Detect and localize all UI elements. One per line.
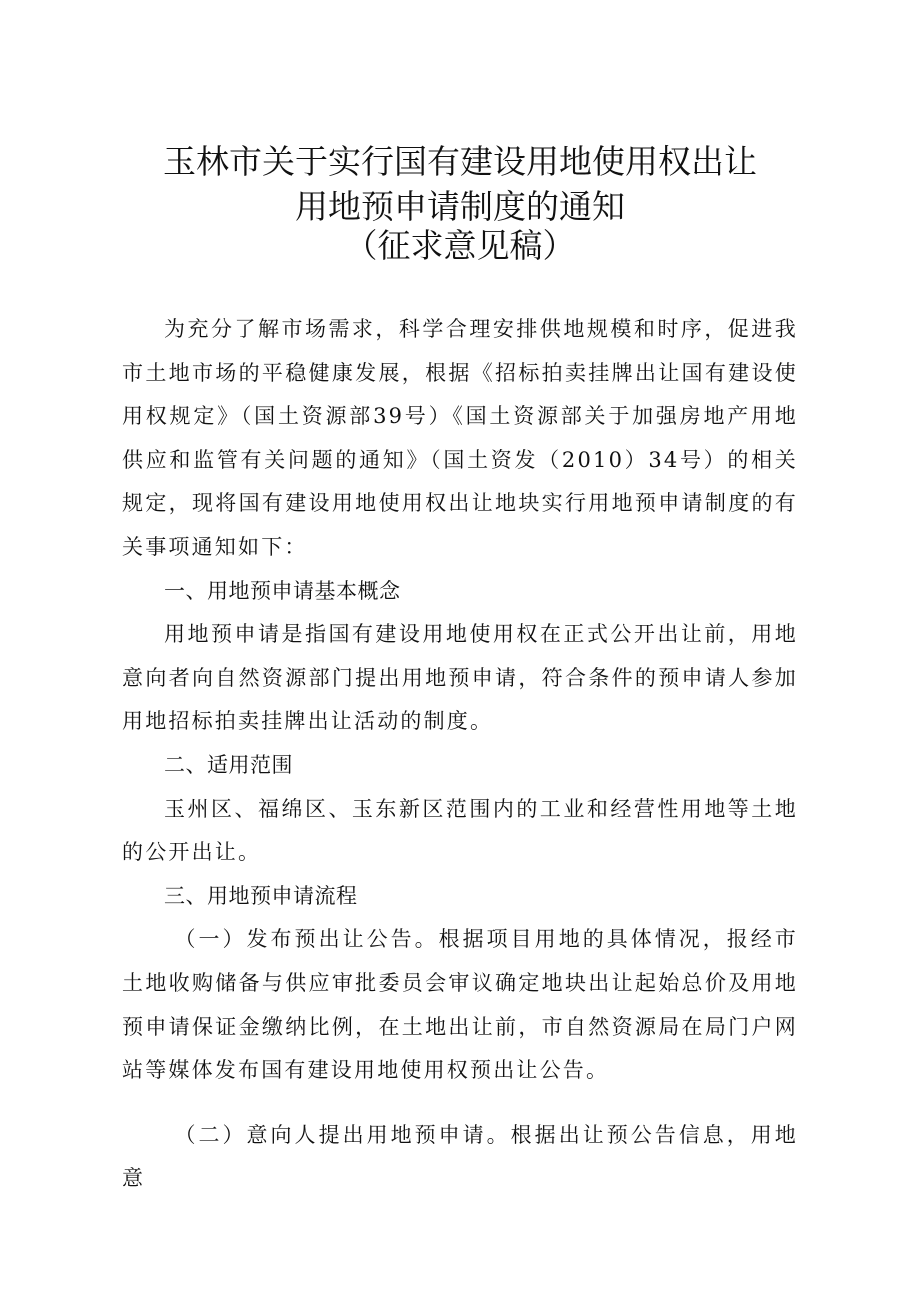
document-title-line-2: 用地预申请制度的通知 (295, 187, 625, 226)
section-2-paragraph: 玉州区、福绵区、玉东新区范围内的工业和经营性用地等土地的公开出让。 (122, 796, 798, 865)
intro-paragraph: 为充分了解市场需求，科学合理安排供地规模和时序，促进我市土地市场的平稳健康发展，根据《招标拍卖挂牌出让国有建设使用权规定》（国土资源部39号）《国土资源部关于加强房地产用地供应和监管有关问题的通知》（国土资发（2010）34号）的相关规定，现将国有建设用地使用权出让地块实行用地预申请制度的有关事项通知如下： (122, 317, 798, 559)
section-1-paragraph: 用地预申请是指国有建设用地使用权在正式公开出让前，用地意向者向自然资源部门提出用地预申请，符合条件的预申请人参加用地招标拍卖挂牌出让活动的制度。 (122, 622, 798, 734)
section-1-heading: 一、用地预申请基本概念 (164, 578, 401, 603)
section-3-item-2: （二）意向人提出用地预申请。根据出让预公告信息，用地意 (122, 1122, 798, 1191)
document-body (122, 308, 798, 1201)
section-2-heading: 二、适用范围 (164, 752, 293, 777)
section-3-item-1: （一）发布预出让公告。根据项目用地的具体情况，报经市土地收购储备与供应审批委员会审议确定地块出让起始总价及用地预申请保证金缴纳比例，在土地出让前，市自然资源局在局门户网站等媒体发布国有建设用地使用权预出让公告。 (122, 927, 798, 1083)
document-title-line-1: 玉林市关于实行国有建设用地使用权出让 (163, 142, 757, 181)
document-title-line-3: （征求意见稿） (344, 226, 576, 265)
section-3-heading: 三、用地预申请流程 (164, 883, 358, 908)
